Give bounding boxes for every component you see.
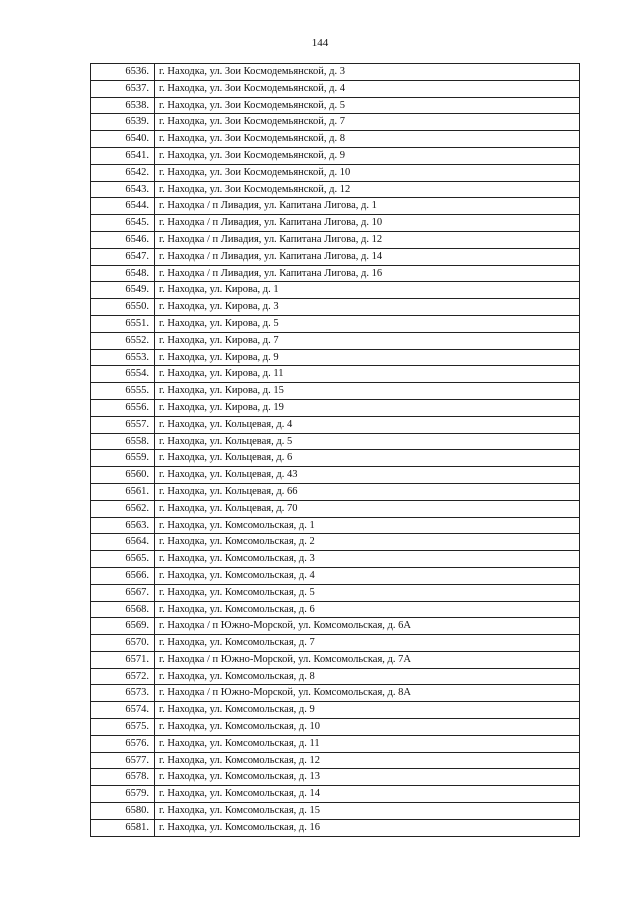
row-number: 6540.	[91, 131, 155, 148]
row-address: г. Находка, ул. Кирова, д. 11	[155, 366, 580, 383]
row-address: г. Находка, ул. Кирова, д. 9	[155, 349, 580, 366]
row-address: г. Находка, ул. Комсомольская, д. 15	[155, 803, 580, 820]
row-address: г. Находка, ул. Кирова, д. 19	[155, 399, 580, 416]
table-row	[91, 248, 580, 265]
row-number: 6569.	[91, 618, 155, 635]
table-row	[91, 551, 580, 568]
table-row	[91, 164, 580, 181]
table-row	[91, 803, 580, 820]
address-table	[90, 63, 580, 837]
table-row	[91, 80, 580, 97]
row-address: г. Находка, ул. Зои Космодемьянской, д. 3	[155, 64, 580, 81]
table-row	[91, 332, 580, 349]
row-address: г. Находка, ул. Комсомольская, д. 14	[155, 786, 580, 803]
row-number: 6563.	[91, 517, 155, 534]
page-number: 144	[311, 37, 329, 49]
row-number: 6551.	[91, 315, 155, 332]
table-row	[91, 383, 580, 400]
row-address: г. Находка, ул. Кирова, д. 15	[155, 383, 580, 400]
row-address: г. Находка, ул. Комсомольская, д. 1	[155, 517, 580, 534]
table-row	[91, 114, 580, 131]
row-number: 6581.	[91, 819, 155, 836]
row-number: 6548.	[91, 265, 155, 282]
row-number: 6574.	[91, 702, 155, 719]
row-address: г. Находка, ул. Комсомольская, д. 13	[155, 769, 580, 786]
row-address: г. Находка, ул. Кольцевая, д. 43	[155, 467, 580, 484]
row-number: 6566.	[91, 567, 155, 584]
table-row	[91, 231, 580, 248]
row-number: 6557.	[91, 416, 155, 433]
table-row	[91, 769, 580, 786]
table-row	[91, 601, 580, 618]
table-row	[91, 349, 580, 366]
row-address: г. Находка, ул. Кольцевая, д. 4	[155, 416, 580, 433]
row-address: г. Находка, ул. Комсомольская, д. 4	[155, 567, 580, 584]
row-address: г. Находка / п Ливадия, ул. Капитана Лигова, д. 10	[155, 215, 580, 232]
row-number: 6571.	[91, 651, 155, 668]
table-row	[91, 315, 580, 332]
row-number: 6538.	[91, 97, 155, 114]
row-address: г. Находка, ул. Кирова, д. 3	[155, 299, 580, 316]
table-row	[91, 819, 580, 836]
row-address: г. Находка, ул. Комсомольская, д. 3	[155, 551, 580, 568]
row-number: 6550.	[91, 299, 155, 316]
row-number: 6546.	[91, 231, 155, 248]
row-number: 6567.	[91, 584, 155, 601]
table-row	[91, 299, 580, 316]
row-address: г. Находка, ул. Кольцевая, д. 5	[155, 433, 580, 450]
row-address: г. Находка, ул. Комсомольская, д. 12	[155, 752, 580, 769]
table-row	[91, 534, 580, 551]
table-row	[91, 97, 580, 114]
row-address: г. Находка, ул. Зои Космодемьянской, д. 10	[155, 164, 580, 181]
row-address: г. Находка / п Ливадия, ул. Капитана Лигова, д. 14	[155, 248, 580, 265]
row-address: г. Находка, ул. Комсомольская, д. 10	[155, 719, 580, 736]
row-address: г. Находка, ул. Кольцевая, д. 70	[155, 500, 580, 517]
address-table-body	[91, 64, 580, 837]
table-row	[91, 584, 580, 601]
row-number: 6560.	[91, 467, 155, 484]
table-row	[91, 735, 580, 752]
row-number: 6562.	[91, 500, 155, 517]
table-row	[91, 467, 580, 484]
row-number: 6564.	[91, 534, 155, 551]
table-row	[91, 215, 580, 232]
row-address: г. Находка, ул. Кольцевая, д. 6	[155, 450, 580, 467]
row-address: г. Находка, ул. Зои Космодемьянской, д. 4	[155, 80, 580, 97]
row-number: 6542.	[91, 164, 155, 181]
table-row	[91, 567, 580, 584]
row-address: г. Находка / п Южно-Морской, ул. Комсомольская, д. 8А	[155, 685, 580, 702]
row-number: 6541.	[91, 147, 155, 164]
row-number: 6536.	[91, 64, 155, 81]
row-address: г. Находка / п Ливадия, ул. Капитана Лигова, д. 12	[155, 231, 580, 248]
row-number: 6544.	[91, 198, 155, 215]
row-address: г. Находка, ул. Зои Космодемьянской, д. 5	[155, 97, 580, 114]
row-address: г. Находка, ул. Комсомольская, д. 5	[155, 584, 580, 601]
row-number: 6547.	[91, 248, 155, 265]
row-number: 6561.	[91, 483, 155, 500]
table-row	[91, 668, 580, 685]
row-address: г. Находка, ул. Зои Космодемьянской, д. 9	[155, 147, 580, 164]
row-address: г. Находка, ул. Кирова, д. 1	[155, 282, 580, 299]
table-row	[91, 366, 580, 383]
row-address: г. Находка, ул. Комсомольская, д. 2	[155, 534, 580, 551]
table-row	[91, 651, 580, 668]
table-row	[91, 719, 580, 736]
row-address: г. Находка, ул. Кирова, д. 5	[155, 315, 580, 332]
row-number: 6577.	[91, 752, 155, 769]
table-row	[91, 265, 580, 282]
table-row	[91, 618, 580, 635]
row-address: г. Находка, ул. Зои Космодемьянской, д. 12	[155, 181, 580, 198]
row-number: 6578.	[91, 769, 155, 786]
row-number: 6559.	[91, 450, 155, 467]
table-row	[91, 147, 580, 164]
row-number: 6576.	[91, 735, 155, 752]
row-number: 6558.	[91, 433, 155, 450]
row-number: 6554.	[91, 366, 155, 383]
row-address: г. Находка / п Ливадия, ул. Капитана Лигова, д. 16	[155, 265, 580, 282]
row-number: 6568.	[91, 601, 155, 618]
row-address: г. Находка / п Южно-Морской, ул. Комсомольская, д. 7А	[155, 651, 580, 668]
row-number: 6537.	[91, 80, 155, 97]
row-number: 6549.	[91, 282, 155, 299]
table-row	[91, 399, 580, 416]
row-address: г. Находка, ул. Комсомольская, д. 9	[155, 702, 580, 719]
row-address: г. Находка, ул. Комсомольская, д. 11	[155, 735, 580, 752]
row-number: 6552.	[91, 332, 155, 349]
row-number: 6553.	[91, 349, 155, 366]
table-row	[91, 483, 580, 500]
row-number: 6556.	[91, 399, 155, 416]
row-number: 6570.	[91, 635, 155, 652]
table-row	[91, 64, 580, 81]
table-row	[91, 702, 580, 719]
row-number: 6555.	[91, 383, 155, 400]
table-row	[91, 450, 580, 467]
row-address: г. Находка, ул. Кирова, д. 7	[155, 332, 580, 349]
row-number: 6580.	[91, 803, 155, 820]
table-row	[91, 517, 580, 534]
table-row	[91, 685, 580, 702]
row-number: 6543.	[91, 181, 155, 198]
row-number: 6575.	[91, 719, 155, 736]
table-row	[91, 181, 580, 198]
row-address: г. Находка, ул. Зои Космодемьянской, д. 8	[155, 131, 580, 148]
table-row	[91, 500, 580, 517]
table-row	[91, 282, 580, 299]
row-address: г. Находка, ул. Комсомольская, д. 16	[155, 819, 580, 836]
table-row	[91, 752, 580, 769]
row-number: 6565.	[91, 551, 155, 568]
row-address: г. Находка, ул. Комсомольская, д. 7	[155, 635, 580, 652]
table-row	[91, 416, 580, 433]
row-number: 6572.	[91, 668, 155, 685]
row-number: 6545.	[91, 215, 155, 232]
table-row	[91, 635, 580, 652]
row-address: г. Находка, ул. Кольцевая, д. 66	[155, 483, 580, 500]
table-row	[91, 433, 580, 450]
row-address: г. Находка, ул. Зои Космодемьянской, д. 7	[155, 114, 580, 131]
row-address: г. Находка / п Ливадия, ул. Капитана Лигова, д. 1	[155, 198, 580, 215]
table-row	[91, 786, 580, 803]
row-address: г. Находка, ул. Комсомольская, д. 8	[155, 668, 580, 685]
row-number: 6573.	[91, 685, 155, 702]
row-number: 6579.	[91, 786, 155, 803]
row-address: г. Находка, ул. Комсомольская, д. 6	[155, 601, 580, 618]
table-row	[91, 131, 580, 148]
row-address: г. Находка / п Южно-Морской, ул. Комсомольская, д. 6А	[155, 618, 580, 635]
table-row	[91, 198, 580, 215]
row-number: 6539.	[91, 114, 155, 131]
